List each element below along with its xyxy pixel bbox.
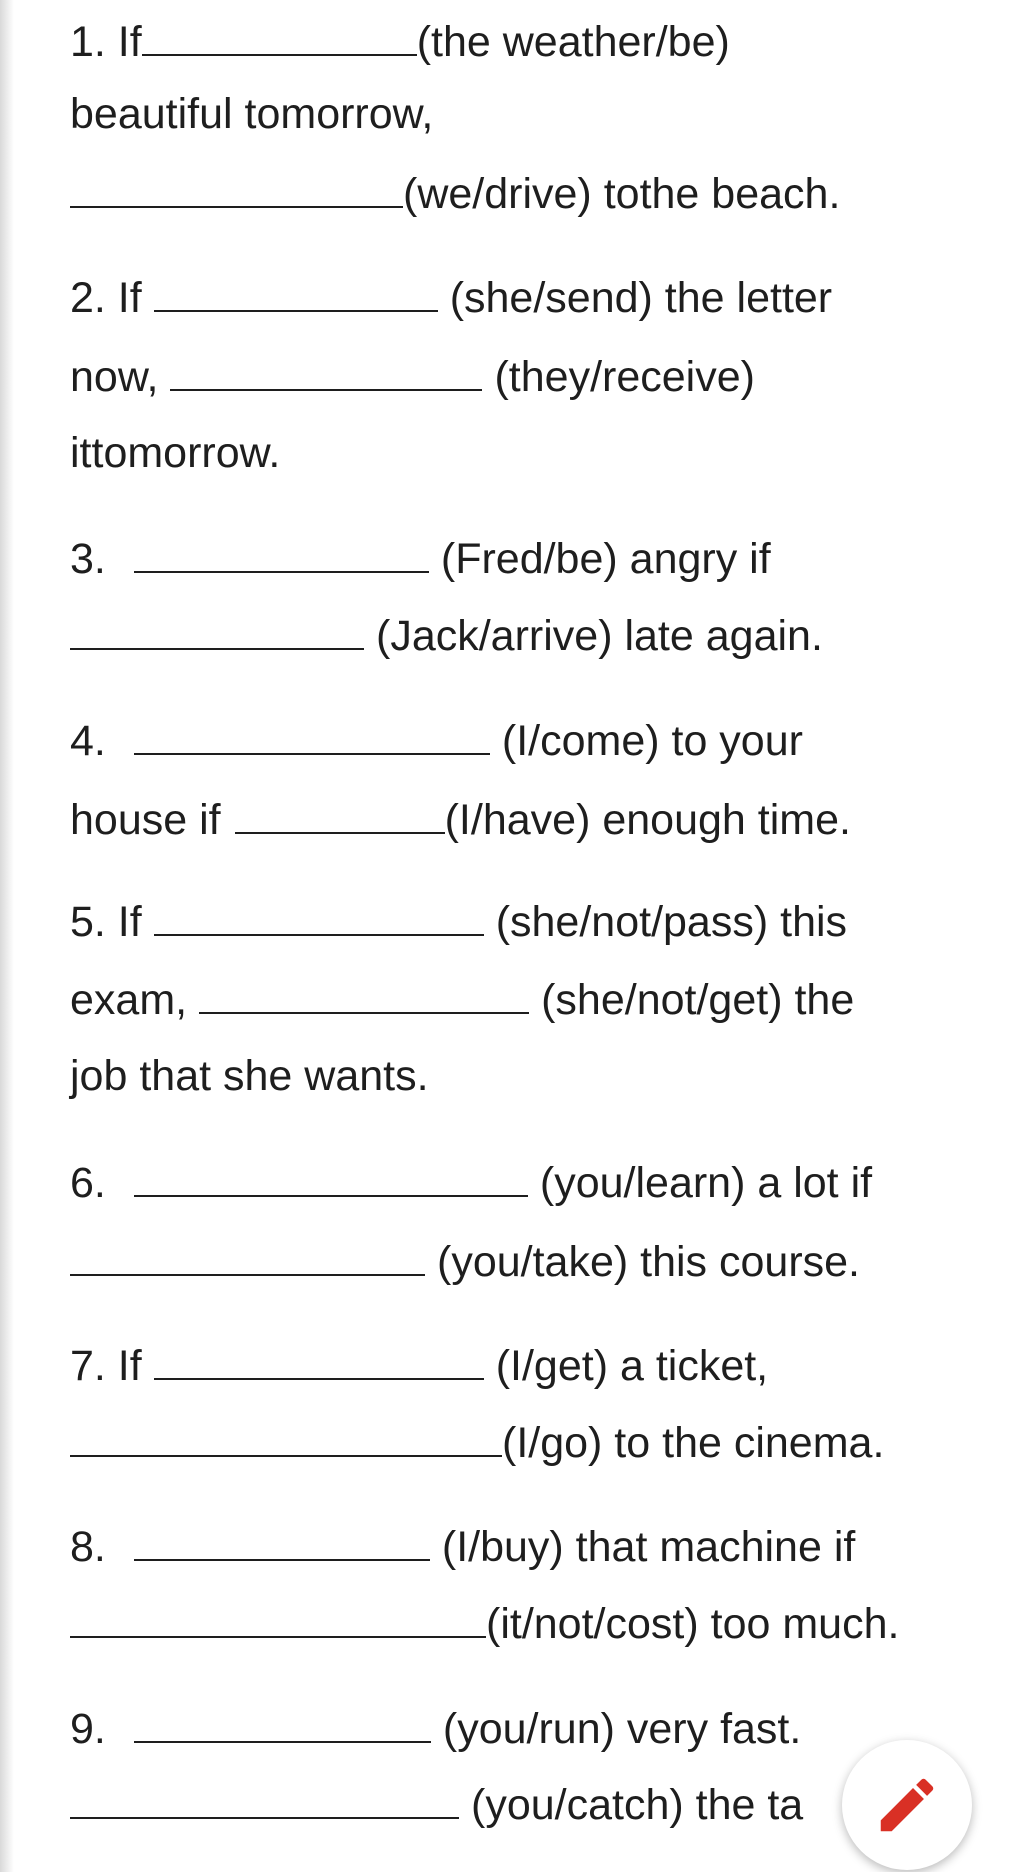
sentence-text: 8.: [70, 1523, 106, 1571]
ex5-line2: [70, 976, 854, 1022]
verb-hint: (it/not/cost) too much.: [486, 1600, 900, 1648]
sentence-text: 6.: [70, 1159, 106, 1207]
ex1-line2: [70, 90, 434, 138]
verb-hint: (she/send) the letter: [449, 274, 833, 322]
ex7-line1: [70, 1342, 768, 1388]
sentence-text: 1. If: [70, 18, 142, 66]
sentence-text: 5. If: [70, 898, 142, 946]
ex2-line2: [70, 353, 755, 399]
edit-button[interactable]: [842, 1740, 972, 1870]
ex5-line1: [70, 898, 847, 944]
answer-blank[interactable]: [142, 18, 417, 56]
answer-blank[interactable]: [134, 717, 490, 755]
answer-blank[interactable]: [70, 1419, 502, 1457]
answer-blank[interactable]: [235, 796, 445, 834]
pencil-icon: [872, 1770, 942, 1840]
sentence-text: now,: [70, 353, 159, 401]
ex4-line2: [70, 796, 851, 842]
ex2-line1: [70, 274, 832, 320]
answer-blank[interactable]: [70, 1600, 486, 1638]
verb-hint: (she/not/pass) this: [495, 898, 848, 946]
ex9-line2: [70, 1781, 803, 1827]
ex3-line1: [70, 535, 771, 581]
ex1-line3: [70, 170, 840, 216]
ex6-line2: [70, 1238, 860, 1284]
answer-blank[interactable]: [134, 1705, 431, 1743]
answer-blank[interactable]: [70, 1238, 425, 1276]
verb-hint: (they/receive): [494, 353, 755, 401]
ex5-line3: [70, 1052, 429, 1100]
ex7-line2: [70, 1419, 884, 1465]
answer-blank[interactable]: [154, 898, 484, 936]
verb-hint: (you/learn) a lot if: [539, 1159, 873, 1207]
sentence-text: 3.: [70, 535, 106, 583]
sentence-text: 7. If: [70, 1342, 142, 1390]
verb-hint: (I/buy) that machine if: [441, 1523, 856, 1571]
answer-blank[interactable]: [199, 976, 529, 1014]
answer-blank[interactable]: [170, 353, 482, 391]
verb-hint: (I/go) to the cinema.: [502, 1419, 885, 1467]
verb-hint: (Jack/arrive) late again.: [376, 612, 823, 660]
verb-hint: (you/run) very fast.: [442, 1705, 802, 1753]
verb-hint: (we/drive) tothe beach.: [403, 170, 841, 218]
sentence-text: exam,: [70, 976, 188, 1024]
verb-hint: (the weather/be): [416, 18, 730, 66]
sentence-text: ittomorrow.: [70, 429, 281, 477]
sentence-text: 2. If: [70, 274, 142, 322]
answer-blank[interactable]: [70, 170, 403, 208]
verb-hint: (she/not/get) the: [541, 976, 855, 1024]
sentence-text: beautiful tomorrow,: [70, 90, 434, 138]
ex9-line1: [70, 1705, 801, 1751]
answer-blank[interactable]: [154, 274, 438, 312]
ex4-line1: [70, 717, 803, 763]
verb-hint: (you/catch) the ta: [471, 1781, 804, 1829]
ex8-line1: [70, 1523, 855, 1569]
sentence-text: 9.: [70, 1705, 106, 1753]
ex8-line2: [70, 1600, 899, 1646]
ex3-line2: [70, 612, 823, 658]
sentence-text: job that she wants.: [70, 1052, 429, 1100]
sentence-text: house if: [70, 796, 221, 844]
ex1-line1: [70, 18, 730, 64]
answer-blank[interactable]: [70, 612, 364, 650]
verb-hint: (Fred/be) angry if: [440, 535, 771, 583]
verb-hint: (I/have) enough time.: [444, 796, 851, 844]
verb-hint: (I/get) a ticket,: [495, 1342, 769, 1390]
ex6-line1: [70, 1159, 872, 1205]
verb-hint: (I/come) to your: [501, 717, 803, 765]
answer-blank[interactable]: [70, 1781, 459, 1819]
sentence-text: 4.: [70, 717, 106, 765]
verb-hint: (you/take) this course.: [437, 1238, 861, 1286]
page-edge-shadow: [0, 0, 14, 1872]
ex2-line3: [70, 429, 281, 477]
answer-blank[interactable]: [134, 1523, 430, 1561]
answer-blank[interactable]: [134, 1159, 528, 1197]
answer-blank[interactable]: [134, 535, 429, 573]
answer-blank[interactable]: [154, 1342, 484, 1380]
